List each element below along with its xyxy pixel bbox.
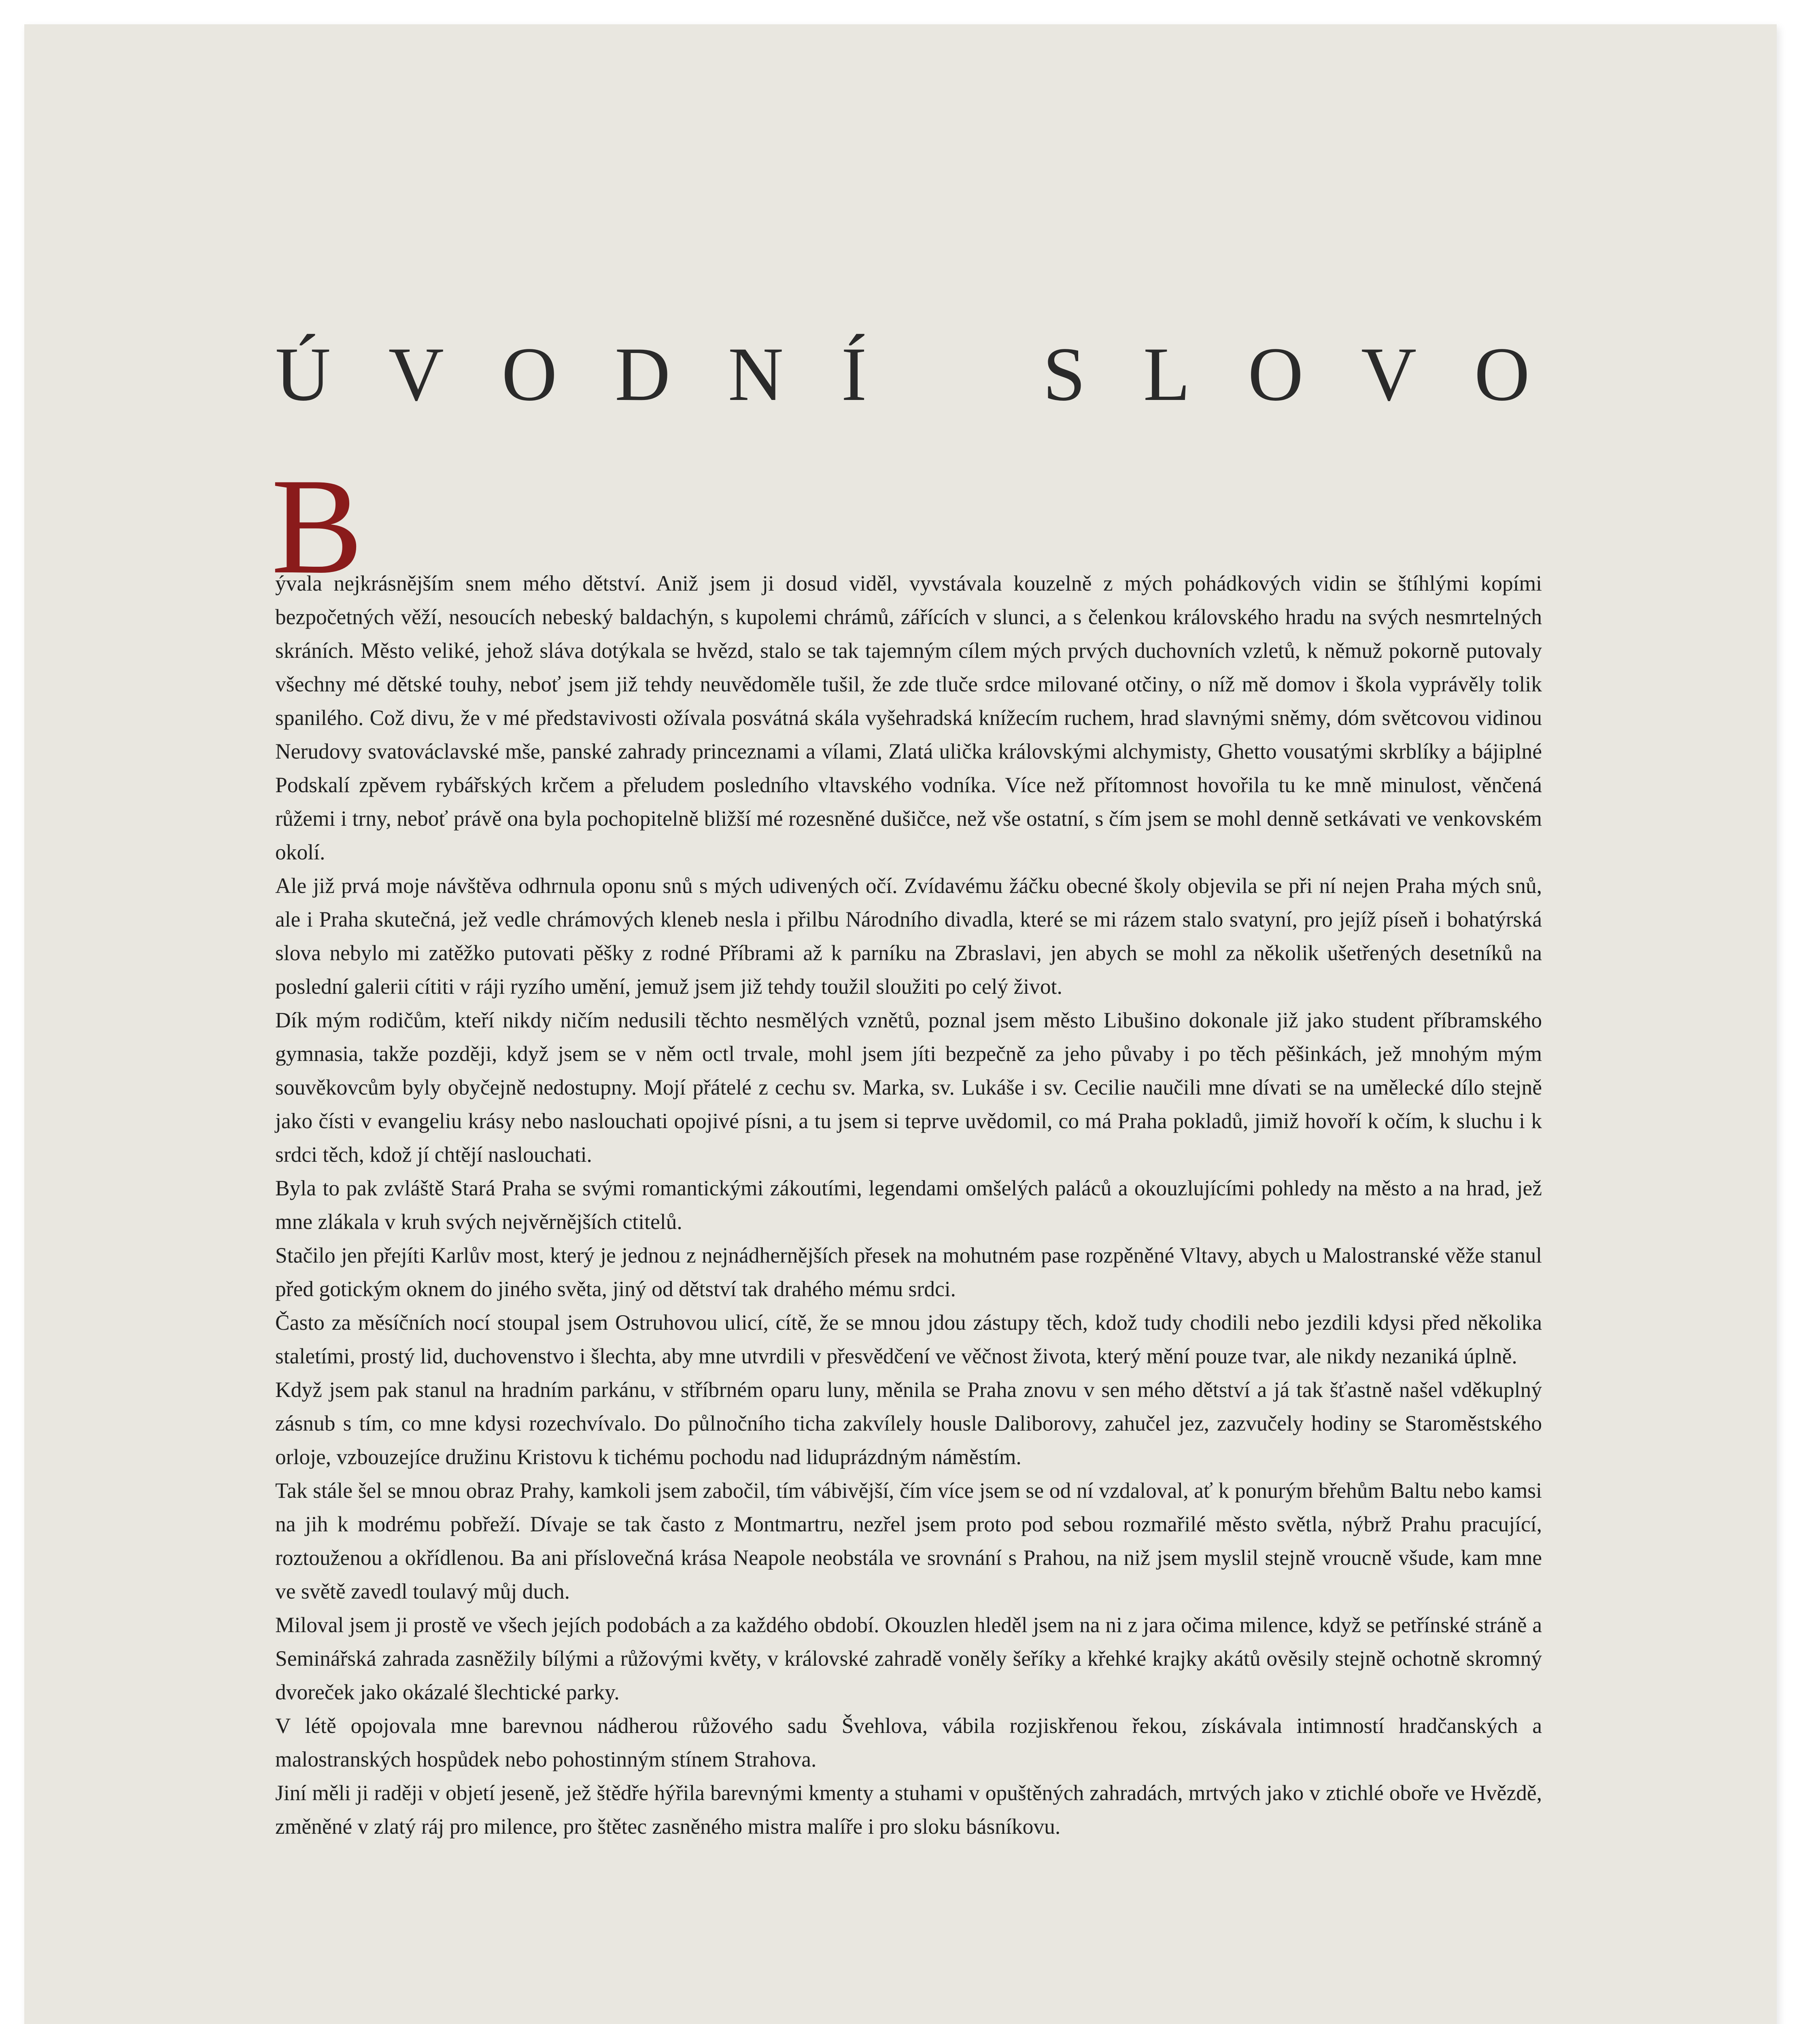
paragraph: Byla to pak zvláště Stará Praha se svými romantickými zákoutími, legendami omšelých paláců a okouzlujícími pohledy na město a na hrad, jež mne zlákala v kruh svých nejvěrnějších ctitelů. [275,1176,1542,1234]
paragraph: Tak stále šel se mnou obraz Prahy, kamkoli jsem zabočil, tím vábivější, čím více jsem se od ní vzdaloval, ať k ponurým břehům Baltu nebo kamsi na jih k modrému pobřeží. Dívaje se tak často z Montmartru, nezřel jsem proto pod sebou rozmařilé město světla, nýbrž Prahu pracující, roztouženou a okřídlenou. Ba ani příslovečná krása Neapole neobstála ve srovnání s Prahou, na niž jsem myslil stejně vroucně všude, kam mne ve světě zavedl toulavý můj duch. [275,1478,1542,1603]
title-letter: Í [841,332,867,417]
paragraph: Stačilo jen přejíti Karlův most, který je jednou z nejnádhernějších přesek na mohutném pase rozpěněné Vltavy, abych u Malostranské věže stanul před gotickým oknem do jiného světa, jiný od dětství tak drahého mému srdci. [275,1243,1542,1301]
title-word-gap [924,336,985,413]
paragraph: Miloval jsem ji prostě ve všech jejích podobách a za každého období. Okouzlen hleděl jsem na ni z jara očima milence, když se petřínské stráně a Seminářská zahrada zasněžily bílými a růžovými květy, v královské zahradě voněly šeříky a křehké krajky akátů ověsily stejně ochotně skromný dvoreček jako okázalé šlechtické parky. [275,1613,1542,1704]
paragraph: Často za měsíčních nocí stoupal jsem Ostruhovou ulicí, cítě, že se mnou jdou zástupy těch, kdož tudy chodili nebo jezdili kdysi před několika staletími, prostý lid, duchovenstvo i šlechta, aby mne utvrdili v přesvědčení ve věčnost života, který mění pouze tvar, ale nikdy nezaniká úplně. [275,1310,1542,1368]
title-letter: O [1248,332,1304,417]
paragraph: ývala nejkrásnějším snem mého dětství. Aniž jsem ji dosud viděl, vyvstávala kouzelně z mých pohádkových vidin se štíhlými kopími bezpočetných věží, nesoucích nebeský baldachýn, s kupolemi chrámů, zářících v slunci, a s čelenkou královského hradu na svých nesmrtelných skráních. Město veliké, jehož sláva dotýkala se hvězd, stalo se tak tajemným cílem mých prvých duchovních vzletů, k němuž pokorně putovaly všechny mé dětské touhy, neboť jsem již tehdy neuvědoměle tušil, že zde tluče srdce milované otčiny, o níž mě domov i škola vyprávěly tolik spanilého. Což divu, že v mé představivosti ožívala posvátná skála vyšehradská knížecím ruchem, hrad slavnými sněmy, dóm světcovou vidinou Nerudovy svatováclavské mše, panské zahrady princeznami a vílami, Zlatá ulička královskými alchymisty, Ghetto vousatými skrblíky a bájiplné Podskalí zpěvem rybářských krčem a přeludem posledního vltavského vodníka. Více než přítomnost hovořila tu ke mně minulost, věnčená růžemi i trny, neboť právě ona byla pochopitelně bližší mé rozesněné dušičce, než vše ostatní, s čím jsem se mohl denně setkávati ve venkovském okolí. [275,571,1542,864]
title-letter: O [1474,332,1530,417]
title-letter: V [388,332,444,417]
title-letter: D [615,332,671,417]
paragraph: V létě opojovala mne barevnou nádherou růžového sadu Švehlova, vábila rozjiskřenou řekou, získávala intimností hradčanských a malostranských hospůdek nebo pohostinným stínem Strahova. [275,1714,1542,1771]
title-letter: Ú [275,332,331,417]
paragraph: Jiní měli ji raději v objetí jeseně, jež štědře hýřila barevnými kmenty a stuhami v opuštěných zahradách, mrtvých jako v ztichlé oboře ve Hvězdě, změněné v zlatý ráj pro milence, pro štětec zasněného mistra malíře i pro sloku básníkovu. [275,1781,1542,1839]
page-title [275,332,1530,417]
paragraph: Dík mým rodičům, kteří nikdy ničím nedusili těchto nesmělých vznětů, poznal jsem město Libušino dokonale již jako student příbramského gymnasia, takže později, když jsem se v něm octl trvale, mohl jsem jíti bezpečně za jeho půvaby i po těch pěšinkách, jež mnohým mým souvěkovcům byly obyčejně nedostupny. Mojí přátelé z cechu sv. Marka, sv. Lukáše i sv. Cecilie naučili mne dívati se na umělecké dílo stejně jako čísti v evangeliu krásy nebo naslouchati opojivé písni, a tu jsem si teprve uvědomil, co má Praha pokladů, jimiž hovoří k očím, k sluchu i k srdci těch, kdož jí chtějí naslouchati. [275,1008,1542,1167]
paragraph: Ale již prvá moje návštěva odhrnula oponu snů s mých udivených očí. Zvídavému žáčku obecné školy objevila se při ní nejen Praha mých snů, ale i Praha skutečná, jež vedle chrámových kleneb nesla i přilbu Národního divadla, které se mi rázem stalo svatyní, pro jejíž píseň i bohatýrská slova nebylo mi zatěžko putovati pěšky z rodné Příbrami až k parníku na Zbraslavi, jen abych se mohl za několik ušetřených desetníků na poslední galerii cítiti v ráji ryzího umění, jemuž jsem již tehdy toužil sloužiti po celý život. [275,874,1542,999]
body-text [275,567,1542,1843]
title-letter: N [728,332,784,417]
title-letter: V [1361,332,1417,417]
title-letter: S [1043,332,1086,417]
paragraph: Když jsem pak stanul na hradním parkánu, v stříbrném oparu luny, měnila se Praha znovu v sen mého dětství a já tak šťastně našel vděkuplný zásnub s tím, co mne kdysi rozechvívalo. Do půlnočního ticha zakvílely housle Daliborovy, zahučel jez, zazvučely hodiny se Staroměstského orloje, vzbouzejíce družinu Kristovu k tichému pochodu nad liduprázdným náměstím. [275,1378,1542,1469]
title-letter: L [1143,332,1190,417]
drop-cap: B [271,450,363,602]
title-letter: O [501,332,557,417]
paper-sheet [24,24,1777,2024]
